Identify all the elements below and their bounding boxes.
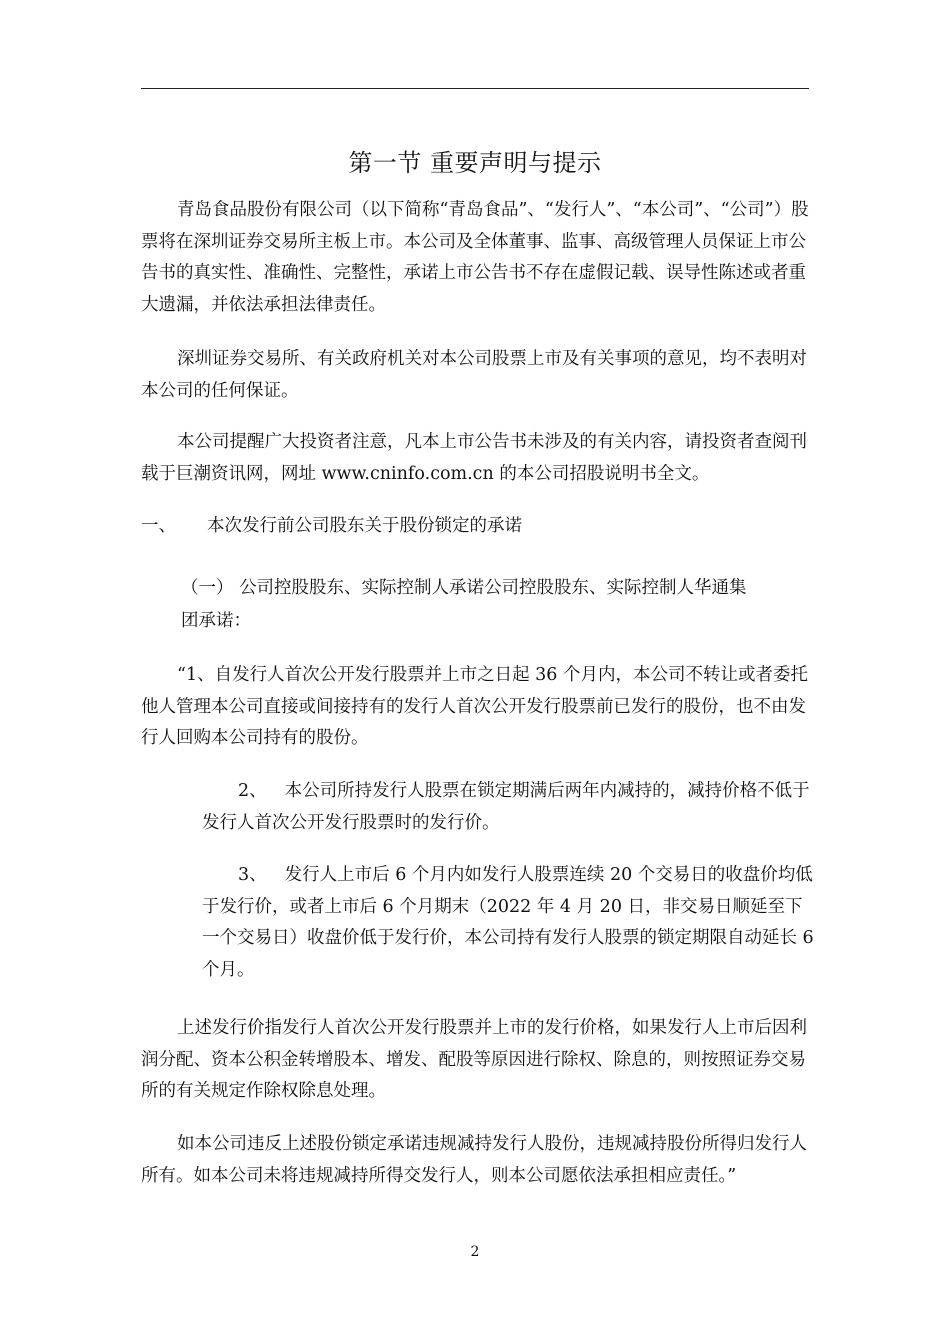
intro-paragraph-1 bbox=[141, 195, 811, 321]
subsection-title: （一） 公司控股股东、实际控制人承诺 bbox=[181, 578, 485, 598]
paragraph-text: 深圳证券交易所、有关政府机关对本公司股票上市及有关事项的意见，均不表明对本公司的任何保证。 bbox=[141, 349, 807, 401]
commitment-number: 2、 bbox=[238, 781, 267, 801]
subsection-intro: 公司控股股东、实际控制人华通集 bbox=[484, 578, 747, 598]
intro-paragraph-3 bbox=[141, 427, 811, 490]
commitment-3 bbox=[202, 860, 814, 986]
paragraph-text: 上述发行价指发行人首次公开发行股票并上市的发行价格，如果发行人上市后因利润分配、资本公积金转增股本、增发、配股等原因进行除权、除息的，则按照证券交易所的有关规定作除权除息处理。 bbox=[141, 1018, 807, 1101]
page-number: 2 bbox=[470, 1244, 480, 1260]
intro-paragraph-2 bbox=[141, 344, 811, 407]
commitment-text: 发行人上市后 6 个月内如发行人股票连续 20 个交易日的收盘价均低于发行价，或者上市后 6 个月期末（2022 年 4 月 20 日，非交易日顺延至下一个交易日）收盘价低于发行价，本公司持有发行人股票的锁定期限自动延长 6 个月。 bbox=[202, 865, 814, 980]
commitment-text: 本公司所持发行人股票在锁定期满后两年内减持的，减持价格不低于发行人首次公开发行股票时的发行价。 bbox=[202, 781, 810, 833]
commitment-2 bbox=[202, 776, 814, 839]
header-rule bbox=[141, 88, 809, 89]
paragraph-text: 青岛食品股份有限公司（以下简称“青岛食品”、“发行人”、“本公司”、“公司”）股票将在深圳证券交易所主板上市。本公司及全体董事、监事、高级管理人员保证上市公告书的真实性、准确性、完整性，承诺上市公告书不存在虚假记载、误导性陈述或者重大遗漏，并依法承担法律责任。 bbox=[141, 200, 809, 315]
page-title: 第一节 重要声明与提示 bbox=[348, 149, 602, 177]
paragraph-text: 如本公司违反上述股份锁定承诺违规减持发行人股份，违规减持股份所得归发行人所有。如本公司未将违规减持所得交发行人，则本公司愿依法承担相应责任。” bbox=[141, 1134, 807, 1186]
closing-paragraph-1 bbox=[141, 1013, 811, 1108]
subsection-intro-continued: 团承诺： bbox=[181, 611, 251, 631]
commitment-number: 3、 bbox=[238, 865, 267, 885]
closing-paragraph-2 bbox=[141, 1129, 811, 1192]
paragraph-text: 本公司提醒广大投资者注意，凡本上市公告书未涉及的有关内容，请投资者查阅刊载于巨潮资讯网，网址 www.cninfo.com.cn 的本公司招股说明书全文。 bbox=[141, 432, 807, 484]
commitment-text: “1、自发行人首次公开发行股票并上市之日起 36 个月内，本公司不转让或者委托他人管理本公司直接或间接持有的发行人首次公开发行股票前已发行的股份，也不由发行人回购本公司持有的股份。 bbox=[141, 665, 808, 748]
section-heading bbox=[141, 512, 811, 537]
commitment-1 bbox=[141, 660, 811, 755]
section-number: 一、 bbox=[141, 516, 176, 536]
section-title: 本次发行前公司股东关于股份锁定的承诺 bbox=[207, 516, 522, 536]
